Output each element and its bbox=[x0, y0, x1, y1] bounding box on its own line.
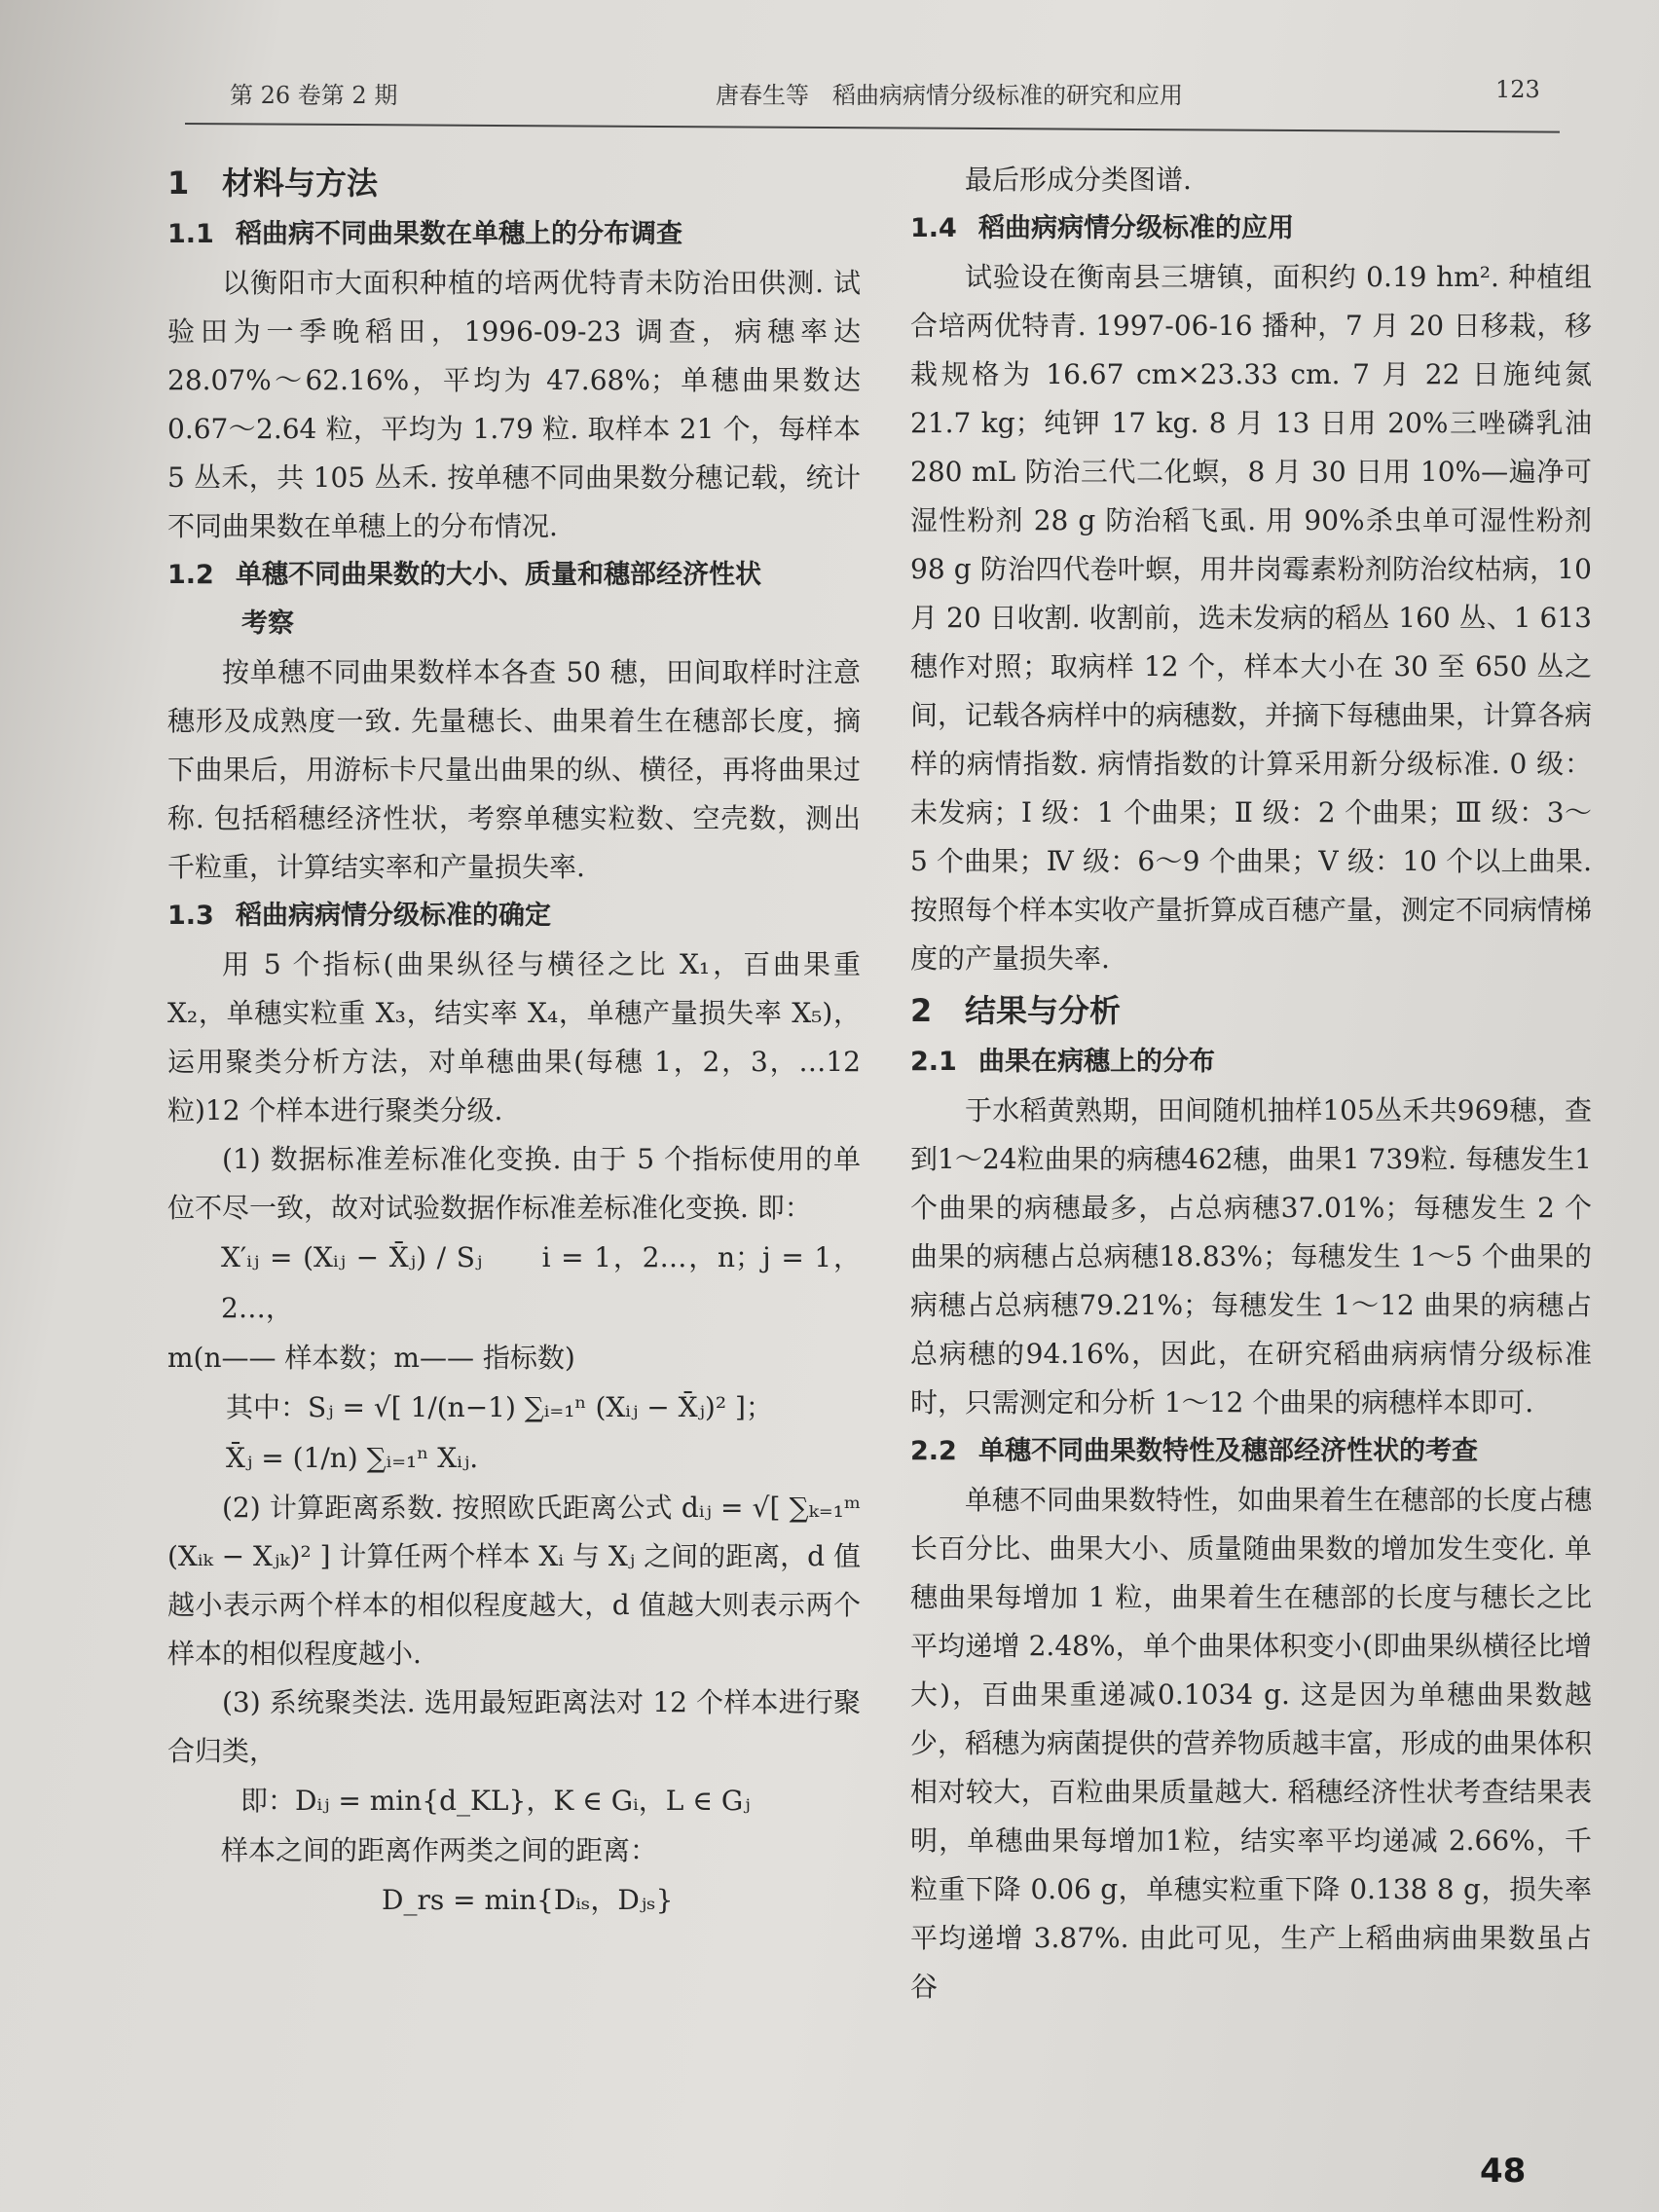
page-number: 123 bbox=[1495, 76, 1540, 103]
text-line: 样本之间的距离作两类之间的距离： bbox=[221, 1834, 658, 1866]
heading-text: 稻曲病病情分级标准的应用 bbox=[978, 213, 1294, 243]
equation: 即：Dᵢⱼ = min{d_KL}，K ∈ Gᵢ，L ∈ Gⱼ bbox=[240, 1785, 751, 1817]
heading-number: 1.2 bbox=[167, 560, 214, 590]
equation: X′ᵢⱼ = (Xᵢⱼ − X̄ⱼ) / Sⱼ i = 1，2…，n；j = 1，2…， bbox=[221, 1241, 861, 1324]
equation: X̄ⱼ = (1/n) ∑ᵢ₌₁ⁿ Xᵢⱼ. bbox=[226, 1442, 479, 1474]
equation: D_rs = min{Dᵢₛ，Dⱼₛ} bbox=[382, 1884, 674, 1916]
subsection-heading bbox=[167, 892, 861, 940]
equation: 其中：Sⱼ = √[ 1/(n−1) ∑ᵢ₌₁ⁿ (Xᵢⱼ − X̄ⱼ)² ]； bbox=[226, 1391, 773, 1423]
paragraph: 于水稻黄熟期，田间随机抽样105丛禾共969穗，查到1～24粒曲果的病穗462穗，曲果1 739粒. 每穗发生1个曲果的病穗最多，占总病穗37.01%；每穗发生 2 个曲果的病穗占总病穗18.83%；每穗发生 1～5 个曲果的病穗占总病穗79.21%；每穗发生 1～12 曲果的病穗占总病穗的94.16%，因此，在研究稻曲病病情分级标准时，只需测定和分析 1～12 个曲果的病穗样本即可. bbox=[910, 1094, 1592, 1419]
heading-text: 稻曲病病情分级标准的确定 bbox=[236, 901, 551, 931]
heading-number: 1.1 bbox=[167, 219, 214, 249]
handwritten-stamp: 48 bbox=[1480, 2152, 1527, 2191]
paragraph: 以衡阳市大面积种植的培两优特青未防治田供测. 试验田为一季晚稻田，1996-09-23 调查，病穗率达 28.07%～62.16%，平均为 47.68%；单穗曲果数达 0.67～2.64 粒，平均为 1.79 粒. 取样本 21 个，每样本 5 丛禾，共 105 丛禾. 按单穗不同曲果数分穗记载，统计不同曲果数在单穗上的分布情况. bbox=[167, 267, 861, 542]
paragraph: (3) 系统聚类法. 选用最短距离法对 12 个样本进行聚合归类， bbox=[167, 1686, 861, 1767]
heading-number: 1.3 bbox=[167, 901, 214, 931]
heading-number: 2 bbox=[910, 992, 933, 1029]
heading-text: 曲果在病穗上的分布 bbox=[978, 1047, 1215, 1077]
paragraph: 试验设在衡南县三塘镇，面积约 0.19 hm². 种植组合培两优特青. 1997-06-16 播种，7 月 20 日移栽，移栽规格为 16.67 cm×23.33 cm. 7 月 22 日施纯氮 21.7 kg；纯钾 17 kg. 8 月 13 日用 20%三唑磷乳油 280 mL 防治三代二化螟，8 月 30 日用 10%—遍净可湿性粉剂 28 g 防治稻飞虱. 用 90%杀虫单可湿性粉剂 98 g 防治四代卷叶螟，用井岗霉素粉剂防治纹枯病，10 月 20 日收割. 收割前，选未发病的稻丛 160 丛、1 613 穗作对照；取病样 12 个，样本大小在 30 至 650 丛之间，记载各病样中的病穗数，并摘下每穗曲果，计算各病样的病情指数. 病情指数的计算采用新分级标准. 0 级：未发病；Ⅰ 级：1 个曲果；Ⅱ 级：2 个曲果；Ⅲ 级：3～5 个曲果；Ⅳ 级：6～9 个曲果；Ⅴ 级：10 个以上曲果. 按照每个样本实收产量折算成百穗产量，测定不同病情梯度的产量损失率. bbox=[910, 261, 1593, 975]
heading-number: 1 bbox=[167, 165, 190, 202]
header-rule bbox=[185, 123, 1560, 133]
heading-text: 材料与方法 bbox=[222, 165, 379, 202]
paragraph: (1) 数据标准差标准化变换. 由于 5 个指标使用的单位不尽一致，故对试验数据作标准差标准化变换. 即： bbox=[167, 1143, 861, 1224]
right-column bbox=[910, 156, 1592, 2011]
section-heading bbox=[910, 983, 1592, 1038]
heading-text: 单穗不同曲果数特性及穗部经济性状的考查 bbox=[978, 1436, 1478, 1466]
section-heading bbox=[167, 156, 861, 210]
text-line: m(n—— 样本数；m—— 指标数) bbox=[167, 1342, 575, 1374]
heading-text: 结果与分析 bbox=[965, 992, 1122, 1029]
running-header-title: 唐春生等 稻曲病病情分级标准的研究和应用 bbox=[716, 82, 1183, 109]
subsection-heading bbox=[167, 210, 861, 259]
heading-number: 1.4 bbox=[910, 213, 957, 243]
paragraph: 按单穗不同曲果数样本各查 50 穗，田间取样时注意穗形及成熟度一致. 先量穗长、曲果着生在穗部长度，摘下曲果后，用游标卡尺量出曲果的纵、横径，再将曲果过称. 包括稻穗经济性状，考察单穗实粒数、空壳数，测出千粒重，计算结实率和产量损失率. bbox=[167, 656, 861, 883]
heading-number: 2.2 bbox=[910, 1436, 957, 1466]
paragraph: 用 5 个指标(曲果纵径与横径之比 X₁，百曲果重 X₂，单穗实粒重 X₃，结实率 X₄，单穗产量损失率 X₅)，运用聚类分析方法，对单穗曲果(每穗 1，2，3，…12 粒)12 个样本进行聚类分级. bbox=[167, 948, 861, 1126]
subsection-heading bbox=[167, 551, 861, 600]
left-column bbox=[167, 156, 861, 1926]
heading-number: 2.1 bbox=[910, 1047, 957, 1077]
running-header-volume: 第 26 卷第 2 期 bbox=[230, 82, 398, 109]
subsection-heading bbox=[910, 204, 1592, 253]
paragraph: 最后形成分类图谱. bbox=[965, 164, 1192, 196]
subsection-heading bbox=[910, 1038, 1592, 1087]
paragraph: (2) 计算距离系数. 按照欧氏距离公式 dᵢⱼ = √[ ∑ₖ₌₁ᵐ (Xᵢₖ − Xⱼₖ)² ] 计算任两个样本 Xᵢ 与 Xⱼ 之间的距离，d 值越小表示两个样本的相似程度越大，d 值越大则表示两个样本的相似程度越小. bbox=[167, 1492, 861, 1670]
subsection-heading-continued: 考察 bbox=[241, 608, 294, 639]
subsection-heading bbox=[910, 1427, 1592, 1476]
heading-text: 单穗不同曲果数的大小、质量和穗部经济性状 bbox=[236, 560, 761, 590]
heading-text: 稻曲病不同曲果数在单穗上的分布调查 bbox=[236, 219, 682, 249]
paragraph: 单穗不同曲果数特性，如曲果着生在穗部的长度占穗长百分比、曲果大小、质量随曲果数的增加发生变化. 单穗曲果每增加 1 粒，曲果着生在穗部的长度与穗长之比平均递增 2.48%，单个曲果体积变小(即曲果纵横径比增大)，百曲果重递减0.1034 g. 这是因为单穗曲果数越少，稻穗为病菌提供的营养物质越丰富，形成的曲果体积相对较大，百粒曲果质量越大. 稻穗经济性状考查结果表明，单穗曲果每增加1粒，结实率平均递减 2.66%，千粒重下降 0.06 g，单穗实粒重下降 0.138 8 g，损失率平均递增 3.87%. 由此可见，生产上稻曲病曲果数虽占谷 bbox=[910, 1484, 1593, 2003]
